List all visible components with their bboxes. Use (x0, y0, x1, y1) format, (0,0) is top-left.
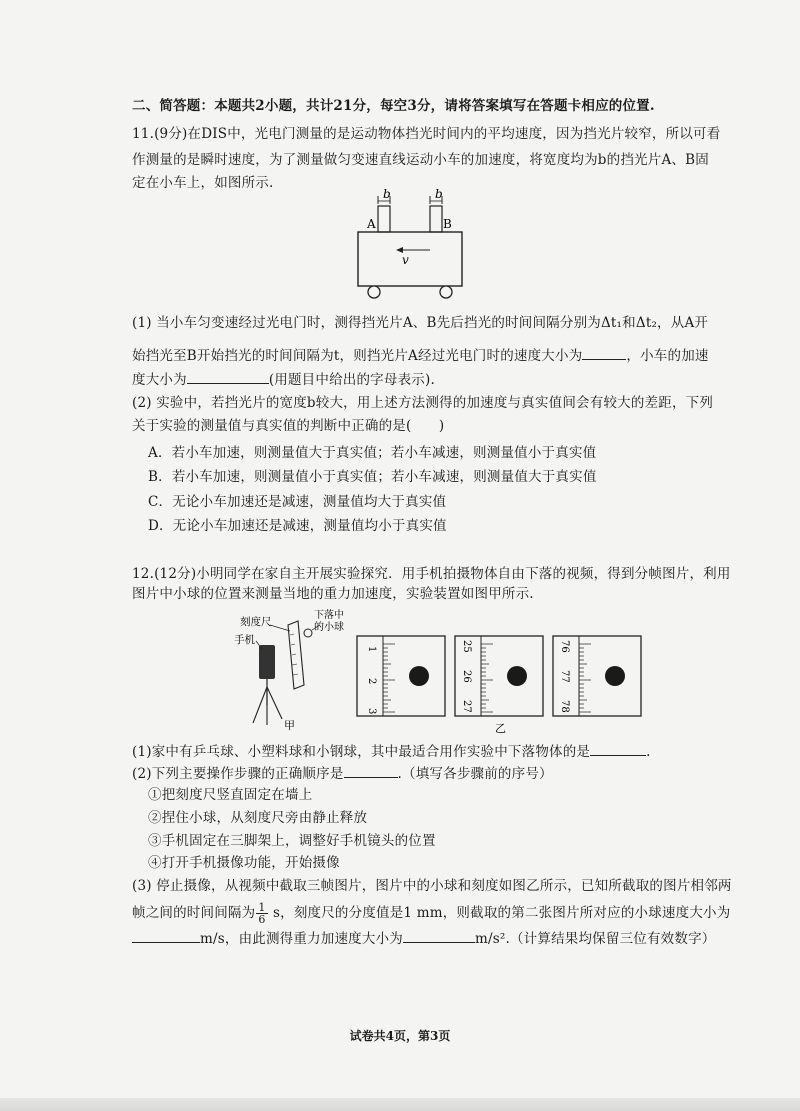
q12-p1-tail: . (646, 744, 651, 760)
q12-step-1: ①把刻度尺竖直固定在墙上 (148, 787, 313, 803)
q12-p3-line3-tail: m/s².（计算结果均保留三位有效数字） (474, 931, 716, 947)
q12-frame1-tick-2: 2 (366, 678, 377, 685)
page-footer: 试卷共4页，第3页 (349, 1029, 451, 1043)
q12-tripod-leg (253, 687, 267, 723)
q12-frame1-ball (409, 666, 429, 686)
q11-fig-label-b: B (443, 217, 452, 231)
q11-option-a: A．若小车加速，则测量值大于真实值；若小车减速，则测量值小于真实值 (148, 445, 597, 461)
q12-frame3-tick-2: 77 (559, 670, 570, 683)
q12-p3-line2-text: 帧之间的时间间隔为 (132, 905, 256, 921)
q12-caption-yi: 乙 (495, 722, 506, 735)
q12-p2 (132, 763, 732, 784)
q11-wheel-left (368, 286, 380, 298)
q11-stem-line3: 定在小车上，如图所示. (132, 175, 274, 191)
q12-answer-blank-3[interactable] (132, 928, 200, 943)
q12-figure-yi (355, 634, 645, 738)
q11-option-b: B．若小车加速，则测量值小于真实值；若小车减速，则测量值大于真实值 (148, 469, 597, 485)
q12-frame-1 (357, 636, 445, 716)
q11-p1-line2 (132, 345, 732, 366)
q12-stem-line1: 12.(12分)小明同学在家自主开展实验探究．用手机拍摄物体自由下落的视频，得到分帧图片，利用 (132, 566, 731, 582)
q12-p2-tail: .（填写各步骤前的序号） (397, 766, 553, 782)
q11-p1-line2-text: 始挡光至B开始挡光的时间间隔为t，则挡光片A经过光电门时的速度大小为 (132, 348, 583, 364)
q12-figure-jia (220, 605, 360, 735)
q12-phone (259, 645, 275, 679)
q12-p3-line1: (3) 停止摄像，从视频中截取三帧图片，图片中的小球和刻度如图乙所示，已知所截取的图片相邻两 (132, 878, 732, 894)
q11-wheel-right (440, 286, 452, 298)
q12-frame2-tick-3: 27 (461, 700, 472, 713)
q12-frame-2 (455, 636, 543, 716)
q11-p1-line3-tail: (用题目中给出的字母表示). (268, 372, 435, 388)
q12-p3-line3 (132, 928, 732, 949)
q12-frame3-ball (605, 666, 625, 686)
q11-stem-line2: 作测量的是瞬时速度，为了测量做匀变速直线运动小车的加速度，将宽度均为b的挡光片A、B固 (132, 152, 709, 168)
q12-p3-line2-tail: s，刻度尺的分度值是1 mm，则截取的第二张图片所对应的小球速度大小为 (268, 905, 731, 921)
q11-option-d: D．无论小车加速还是减速，测量值均小于真实值 (148, 518, 447, 534)
q11-stem-line1: 11.(9分)在DIS中，光电门测量的是运动物体挡光时间内的平均速度，因为挡光片较窄，所以可看 (132, 126, 721, 142)
q12-fraction-num: 1 (258, 901, 266, 914)
q12-p2-text: (2)下列主要操作步骤的正确顺序是 (132, 766, 344, 782)
q11-fig-b-right: b (435, 187, 443, 201)
scan-edge (0, 1098, 800, 1111)
q12-frame2-tick-2: 26 (461, 670, 472, 683)
q12-step-2: ②捏住小球，从刻度尺旁由静止释放 (148, 810, 368, 826)
q12-answer-blank-1[interactable] (590, 741, 646, 756)
q12-fig-label-ball-2: 的小球 (314, 622, 344, 633)
q12-fraction (256, 902, 267, 925)
q12-p3-line3-text: m/s，由此测得重力加速度大小为 (200, 931, 403, 947)
q11-fig-label-a: A (367, 217, 376, 231)
q11-option-c: C．无论小车加速还是减速，测量值均大于真实值 (148, 494, 447, 510)
q11-plate-b (430, 206, 442, 232)
q12-falling-ball (304, 629, 312, 637)
q12-frame2-tick-1: 25 (461, 640, 472, 653)
q11-fig-b-left: b (383, 187, 391, 201)
q12-step-3: ③手机固定在三脚架上，调整好手机镜头的位置 (148, 833, 436, 849)
q12-frame1-tick-1: 1 (366, 646, 377, 653)
q12-fraction-den: 6 (258, 913, 266, 926)
q11-answer-blank-2[interactable] (187, 369, 269, 384)
q12-frame-3 (553, 636, 641, 716)
q12-fig-label-ruler: 刻度尺 (240, 616, 272, 628)
q12-caption-jia: 甲 (284, 719, 295, 732)
q11-fig-label-v: v (402, 253, 409, 267)
q12-ruler (288, 621, 304, 689)
q12-p1-text: (1)家中有乒乓球、小塑料球和小钢球，其中最适合用作实验中下落物体的是 (132, 744, 591, 760)
q12-fig-label-phone: 手机 (234, 634, 255, 646)
q11-p2-line1: (2) 实验中，若挡光片的宽度b较大，用上述方法测得的加速度与真实值间会有较大的差距，下列 (132, 395, 714, 411)
q12-p3-line2 (132, 899, 732, 927)
q12-step-4: ④打开手机摄像功能，开始摄像 (148, 855, 340, 871)
q11-cart-figure (350, 184, 490, 304)
q11-p1-line3-text: 度大小为 (132, 372, 187, 388)
q11-p1-line3 (132, 369, 732, 390)
q11-p1-line2-tail: ，小车的加速 (626, 348, 709, 364)
q12-frame3-tick-3: 78 (559, 700, 570, 713)
q12-p1 (132, 741, 732, 762)
q12-answer-blank-4[interactable] (403, 928, 475, 943)
q12-fig-label-ball-1: 下落中 (314, 610, 344, 621)
q12-answer-blank-2[interactable] (344, 763, 398, 778)
q12-frame1-tick-3: 3 (366, 708, 377, 715)
q12-frame2-ball (507, 666, 527, 686)
q12-stem-line2: 图片中小球的位置来测量当地的重力加速度，实验装置如图甲所示. (132, 586, 534, 602)
section-heading: 二、简答题：本题共2小题，共计21分，每空3分，请将答案填写在答题卡相应的位置. (132, 98, 655, 114)
q12-frame3-tick-1: 76 (559, 640, 570, 653)
q11-p2-line2: 关于实验的测量值与真实值的判断中正确的是( ) (132, 418, 445, 434)
q11-plate-a (378, 206, 390, 232)
q11-p1-line1: (1) 当小车匀变速经过光电门时，测得挡光片A、B先后挡光的时间间隔分别为Δt₁和Δt₂，从A开 (132, 315, 709, 331)
q11-cart-body (358, 232, 462, 286)
q11-answer-blank-1[interactable] (582, 345, 626, 360)
